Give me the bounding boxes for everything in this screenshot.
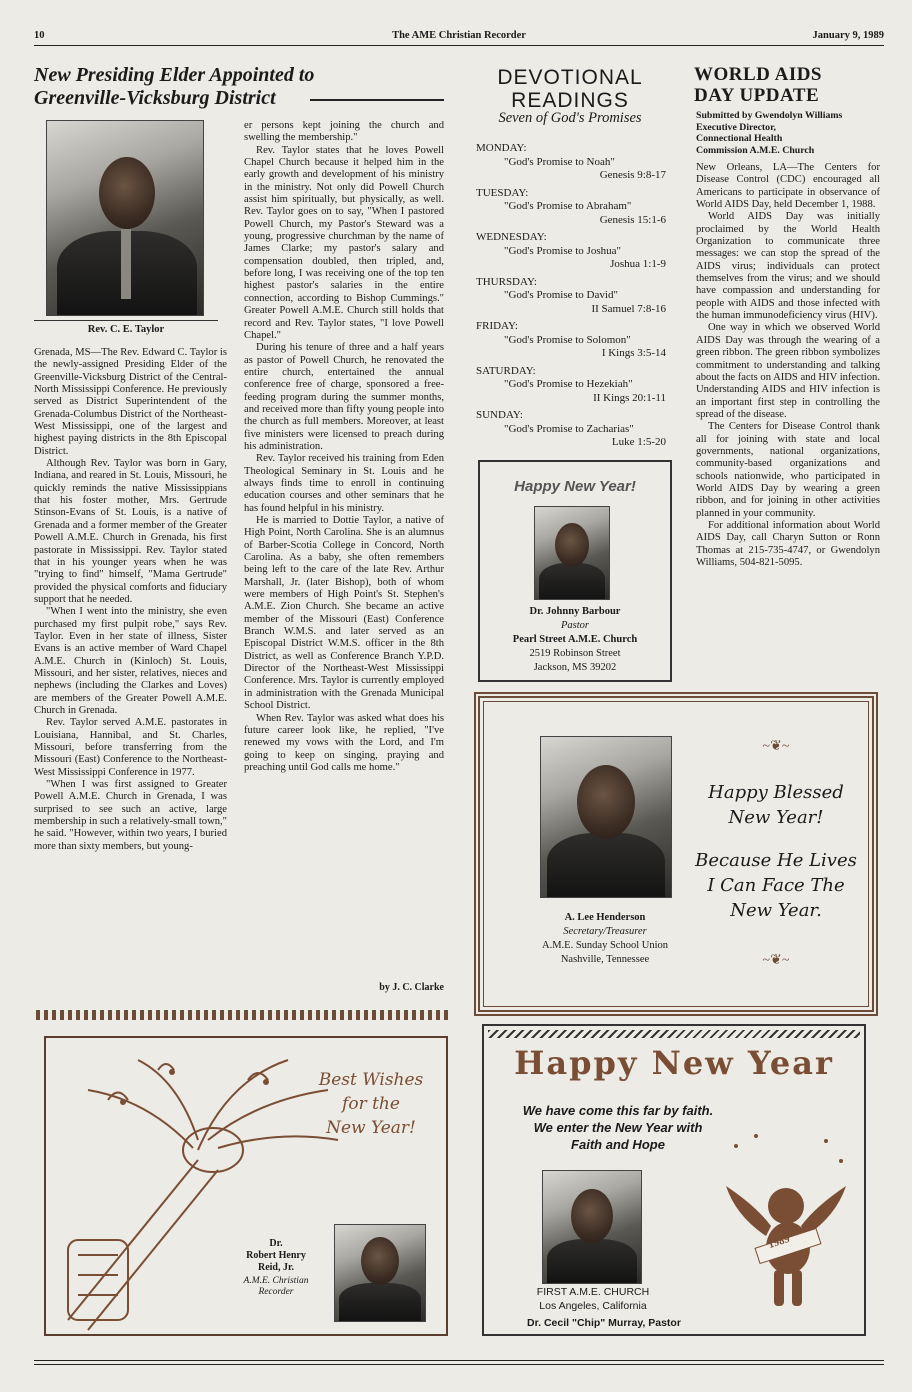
- cherub-illustration: [716, 1126, 856, 1316]
- aids-para: World AIDS Day was initially proclaimed by the World Health Organization to communicate three messages: we can stop the spread of the AIDS virus; individuals can protect themselves from the virus; and we should have compassion and understanding for people with AIDS and those infected with the human immunodeficiency virus (HIV).: [696, 211, 880, 322]
- masthead: [34, 28, 884, 46]
- ad-first-pastor: Dr. Cecil "Chip" Murray, Pastor: [527, 1317, 681, 1329]
- name-line: Dr.: [269, 1238, 283, 1249]
- photo-caption: Rev. C. E. Taylor: [87, 324, 165, 335]
- devotional-title: [470, 66, 670, 112]
- ad-barbour-banner: Happy New Year!: [514, 478, 636, 495]
- devotional-item: [476, 409, 666, 450]
- devotional-list: [476, 138, 666, 450]
- ad-barbour-name: Dr. Johnny Barbour: [529, 606, 621, 617]
- year-badge: 1989: [766, 1232, 792, 1252]
- issue-date: January 9, 1989: [812, 30, 884, 41]
- article-headline: [34, 64, 444, 110]
- ad-reid-message: [296, 1068, 446, 1140]
- reading-title: "God's Promise to Abraham": [504, 200, 632, 212]
- photo-barbour: [534, 506, 610, 600]
- aids-sub-4: Commission A.M.E. Church: [696, 144, 815, 156]
- photo-rev-taylor: [46, 120, 204, 316]
- org-line: A.M.E. Christian: [243, 1276, 309, 1286]
- day-label: THURSDAY:: [476, 275, 537, 288]
- aids-para: For additional information about World AIDS Day, call Charyn Sutton or Ronn Thomas at 215-735-4747, or Gwendolyn Williams, 504-821-5095.: [696, 519, 880, 568]
- msg-line: New Year!: [728, 807, 824, 828]
- ad-reid-name: [226, 1238, 326, 1274]
- devotional-subtitle: Seven of God's Promises: [498, 110, 642, 126]
- reading-title: "God's Promise to Solomon": [504, 333, 631, 346]
- devotional-item: [476, 276, 666, 317]
- scripture-ref: Genesis 9:8-17: [599, 169, 666, 181]
- photo-henderson: [540, 736, 672, 898]
- ad-reid: [44, 1036, 448, 1336]
- ad-first-banner: Happy New Year: [514, 1044, 834, 1082]
- col1-para: Grenada, MS—The Rev. Edward C. Taylor is the newly-assigned Presiding Elder of the Greenville-Vicksburg District of the Central-North Mississippi Conference. He previously served as District Superintendent of the Grenada-Columbus District of the Northeast-West Mississippi, one of the largest and highest paying districts in the 8th Episcopal District.: [34, 347, 227, 457]
- name-line: Reid, Jr.: [257, 1262, 295, 1273]
- ornament-bottom: ~❦~: [762, 953, 790, 968]
- msg-line: for the: [342, 1094, 400, 1114]
- msg-line: We have come this far by faith.: [522, 1103, 714, 1118]
- aids-para: The Centers for Disease Control thank all for joining with state and local governments, national organizations, community-based organizations and schools nationwide, who participated in World AIDS Day by wearing a green ribbon, and for joining in other activities planned in your community.: [696, 421, 880, 519]
- reading-title: "God's Promise to Noah": [504, 155, 615, 168]
- scripture-ref: Joshua 1:1-9: [610, 258, 666, 270]
- col1-para: Although Rev. Taylor was born in Gary, Indiana, and reared in St. Louis, Missouri, he quickly reminds the native Mississippians that his foster mother, Mrs. Gertrude Stinson-Evans of St. Louis, is a native of Grenada and a former member of the Greater Powell A.M.E. Church in Grenada, his first pastorate in Mississippi. Rev. Taylor stated that in his younger years when he was "trying to find" himself, "Mama Gertrude" provided the physical comforts and fiduciary support that he needed.: [34, 458, 227, 605]
- aids-body: [696, 162, 880, 680]
- headline-rule: [310, 99, 444, 101]
- day-label: TUESDAY:: [476, 186, 529, 199]
- devotional-title-1: DEVOTIONAL: [497, 66, 643, 89]
- scripture-ref: II Samuel 7:8-16: [591, 302, 666, 315]
- ad-first-church: FIRST A.M.E. CHURCH: [536, 1286, 650, 1298]
- ad-henderson-message: [686, 780, 866, 923]
- ornamental-divider: [36, 1010, 448, 1020]
- ad-henderson-city: Nashville, Tennessee: [560, 954, 650, 965]
- ad-henderson-org: A.M.E. Sunday School Union: [542, 940, 668, 951]
- day-label: MONDAY:: [476, 142, 527, 154]
- bottom-rule: [34, 1360, 884, 1365]
- col1-para: "When I went into the ministry, she even purchased my first pulpit robe," says Rev. Taylor. Even in her state of illness, Sister Evans is an active member of Ward Chapel A.M.E. Church in (Kinloch) St. Louis, Missouri, and her sister, relatives, nieces and nephews (including the Clarkes and Loves) are members of the Greater Powell A.M.E. Church in Grenada.: [34, 606, 227, 716]
- aids-title-1: WORLD AIDS: [694, 64, 822, 85]
- msg-line: We enter the New Year with: [533, 1120, 703, 1135]
- aids-para: New Orleans, LA—The Centers for Disease Control (CDC) encouraged all Americans to participate in observance of World AIDS Day, held December 1, 1988.: [696, 162, 880, 211]
- reading-title: "God's Promise to David": [504, 289, 618, 301]
- day-label: FRIDAY:: [476, 320, 518, 332]
- aids-title-2: DAY UPDATE: [694, 85, 820, 106]
- msg-line: Faith and Hope: [571, 1137, 665, 1152]
- ad-first-message: [488, 1102, 748, 1153]
- msg-line: New Year.: [730, 900, 822, 921]
- col2-para: When Rev. Taylor was asked what does his future career look like, he replied, "I've renewed my vows with the Lord, and I'm going to keep on singing, praying and preaching until God calls me home.": [244, 712, 444, 773]
- ad-barbour-church: Pearl Street A.M.E. Church: [512, 634, 638, 645]
- day-label: SUNDAY:: [476, 409, 523, 421]
- ad-henderson: [474, 692, 878, 1016]
- msg-line: Best Wishes: [318, 1070, 424, 1090]
- photo-reid: [334, 1224, 426, 1322]
- devotional-item: [476, 231, 666, 272]
- aids-submitted: [696, 110, 881, 156]
- ad-henderson-name: A. Lee Henderson: [564, 912, 646, 923]
- devotional-item: [476, 320, 666, 361]
- msg-line: New Year!: [326, 1118, 416, 1138]
- headline-line-2: Greenville-Vicksburg District: [34, 87, 276, 109]
- reading-title: "God's Promise to Zacharias": [504, 422, 634, 435]
- col2-para: Rev. Taylor states that he loves Powell Chapel Church because it helped him in the early growth and development of his ministry in the ministry. Not only did Powell Church assist him spiritually, but physically, as well. Rev. Taylor goes on to say, "When I pastored Powell Church, my Pastor's Steward was a young, progressive churchman by the name of James Clarke; my pastor's salary and compensation doubled, then tripled, and, before long, I was receiving one of the top ten highest pastor's salaries in the entire connection, according to Bishop Cummings." Greater Powell A.M.E. Church still holds that record and Rev. Taylor states, "I love Powell Chapel.": [244, 144, 444, 341]
- ad-reid-org: [226, 1276, 326, 1298]
- page-number: 10: [34, 30, 45, 41]
- msg-line: Happy Blessed: [708, 782, 844, 803]
- day-label: SATURDAY:: [476, 364, 536, 377]
- ad-barbour: [478, 460, 672, 682]
- scripture-ref: II Kings 20:1-11: [593, 391, 666, 404]
- headline-line-1: New Presiding Elder Appointed to: [34, 64, 315, 86]
- scripture-ref: Luke 1:5-20: [611, 436, 666, 448]
- aids-sub-3: Connectional Health: [696, 133, 783, 144]
- name-line: Robert Henry: [246, 1250, 306, 1261]
- aids-sub-1: Submitted by Gwendolyn Williams: [696, 110, 843, 121]
- devotional-item: [476, 365, 666, 406]
- col1-para: "When I was first assigned to Greater Powell A.M.E. Church in Grenada, I was surprised to see such an active, large membership in such a relatively-small town," he said. "However, within two years, I buried more than sixty members, but young-: [34, 779, 227, 852]
- col1-para: Rev. Taylor served A.M.E. pastorates in Louisiana, Hannibal, and St. Charles, Missouri, before transferring from the Missouri (East) Conference to the Northeast-West Mississippi Conference in 1977.: [34, 717, 227, 778]
- msg-line: I Can Face The: [707, 875, 845, 896]
- col2-para: Rev. Taylor received his training from Eden Theological Seminary in St. Louis and he always finds time to enroll in continuing education courses and other seminars that he has found helpful in his ministry.: [244, 453, 444, 514]
- col2-para: er persons kept joining the church and swelling the membership.": [244, 120, 444, 144]
- ornament-top: ~❦~: [762, 739, 790, 754]
- ad-barbour-role: Pastor: [560, 620, 589, 631]
- scripture-ref: Genesis 15:1-6: [599, 213, 666, 226]
- ad-first-ame: [482, 1024, 866, 1336]
- photo-murray: [542, 1170, 642, 1284]
- article-column-2: [244, 120, 444, 982]
- org-line: Recorder: [258, 1287, 294, 1297]
- byline: by J. C. Clarke: [379, 982, 444, 993]
- aids-title: [694, 64, 879, 106]
- ad-barbour-address: 2519 Robinson Street: [529, 648, 621, 659]
- devotional-item: [476, 142, 666, 183]
- ad-first-city: Los Angeles, California: [539, 1300, 647, 1312]
- day-label: WEDNESDAY:: [476, 231, 547, 243]
- aids-para: One way in which we observed World AIDS Day was through the wearing of a green ribbon. The green ribbon symbolizes commitment to understanding and talking about the facts on AIDS and HIV infection. Understanding AIDS and HIV infection is an important first step in controlling the spread of the disease.: [696, 322, 880, 420]
- msg-line: Because He Lives: [695, 850, 857, 871]
- col2-para: During his tenure of three and a half years as pastor of Powell Church, he renovated the entire church, entertained the annual conference free of charge, sponsored a free-feeding program during the summer months, and received more than fifty young people into the church as full members. Moreover, at least five ministers were licensed to preach during his administration.: [244, 342, 444, 452]
- scripture-ref: I Kings 3:5-14: [601, 347, 666, 359]
- devotional-title-2: READINGS: [511, 89, 629, 112]
- ad-barbour-city: Jackson, MS 39202: [533, 662, 617, 673]
- caption-rule: [34, 320, 218, 321]
- zigzag-border: [488, 1030, 860, 1038]
- devotional-item: [476, 187, 666, 228]
- col2-para: He is married to Dottie Taylor, a native of High Point, North Carolina. She is an alumnus of Barber-Scotia College in Concord, North Carolina. As a baby, she often remembers being left to the care of the late Rev. Arthur Marshall, Jr. (later Bishop), both of whom were members of High Point's St. Stephen's A.M.E. Zion Church. She became an active member of the Missouri (East) Conference Branch W.M.S. and later served as an Episcopal District W.M.S. officer in the 8th District, as well as Conference Branch Y.P.D. Director of the Northeast-West Mississippi Conference. Mrs. Taylor is currently employed in administration with the Grenada Municipal School District.: [244, 515, 444, 712]
- reading-title: "God's Promise to Hezekiah": [504, 378, 633, 390]
- aids-sub-2: Executive Director,: [696, 121, 776, 133]
- reading-title: "God's Promise to Joshua": [504, 244, 621, 257]
- ad-henderson-role: Secretary/Treasurer: [563, 926, 647, 937]
- article-column-1: [34, 347, 227, 997]
- paper-name: The AME Christian Recorder: [392, 30, 526, 41]
